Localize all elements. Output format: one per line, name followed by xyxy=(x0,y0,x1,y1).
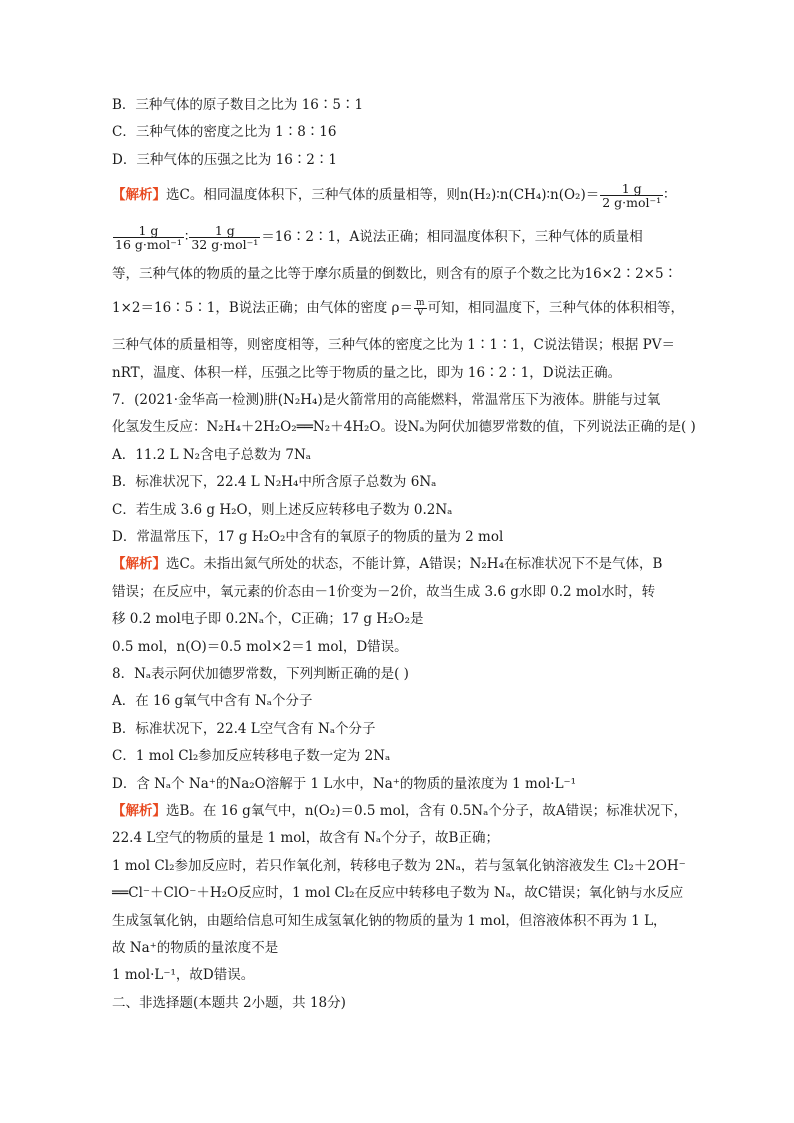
option-c-q6: C．三种气体的密度之比为 1∶8∶16 xyxy=(112,124,337,140)
analysis-q7-line-1 xyxy=(112,555,662,573)
analysis-tag: 【解析】 xyxy=(112,803,166,819)
question-8-stem: 8．Nₐ表示阿伏加德罗常数，下列判断正确的是( ) xyxy=(112,666,409,682)
analysis-q6-line-4 xyxy=(112,299,684,318)
section-heading-nonchoice: 二、非选择题(本题共 2小题，共 18分) xyxy=(112,995,346,1011)
analysis-q6-line-3: 等，三种气体的物质的量之比等于摩尔质量的倒数比，则含有的原子个数之比为16×2∶2×5∶ xyxy=(112,266,678,282)
analysis-text: 选B。在 16 g氧气中，n(O₂)＝0.5 mol，含有 0.5Nₐ个分子，故A错误；标准状况下， xyxy=(166,803,688,819)
fraction-denominator: 32 g·mol⁻¹ xyxy=(191,237,259,252)
fraction-numerator: 1 g xyxy=(600,182,663,196)
fraction-numerator: 1 g xyxy=(189,224,260,238)
analysis-q8-line-3: 1 mol Cl₂参加反应时，若只作氧化剂，转移电子数为 2Nₐ，若与氢氧化钠溶液发生 Cl₂＋2OH⁻ xyxy=(112,858,686,874)
analysis-q8-line-1 xyxy=(112,802,687,820)
fraction-3 xyxy=(189,224,260,251)
analysis-tag: 【解析】 xyxy=(112,187,166,203)
option-d-q7: D．常温常压下，17 g H₂O₂中含有的氧原子的物质的量为 2 mol xyxy=(112,529,504,545)
fraction-2 xyxy=(113,224,184,251)
fraction-denominator: 2 g·mol⁻¹ xyxy=(602,195,662,210)
option-b-q6: B．三种气体的原子数目之比为 16∶5∶1 xyxy=(112,97,364,113)
analysis-q6-line-2: $\frac{1 g}{\text{16 g·mol⁻¹}}$ ∶ $\frac{1 g}{\text{32 g·mol⁻¹}}$ ＝16∶2∶1，A说法正确；相同温度体积下，三种气体的质量相 xyxy=(115,223,643,252)
option-b-q7: B．标准状况下，22.4 L N₂H₄中所含原子总数为 6Nₐ xyxy=(112,474,437,490)
option-b-q8: B．标准状况下，22.4 L空气含有 Nₐ个分子 xyxy=(112,721,376,737)
analysis-q7-line-4: 0.5 mol，n(O)＝0.5 mol×2＝1 mol，D错误。 xyxy=(112,639,408,655)
analysis-tag: 【解析】 xyxy=(112,556,166,572)
option-a-q7: A．11.2 L N₂含电子总数为 7Nₐ xyxy=(112,447,311,463)
option-d-q6: D．三种气体的压强之比为 16∶2∶1 xyxy=(112,152,337,168)
question-7-stem-2: 化氢发生反应：N₂H₄＋2H₂O₂══N₂＋4H₂O。设Nₐ为阿伏加德罗常数的值，下列说法正确的是( ) xyxy=(112,419,696,435)
analysis-q7-line-3: 移 0.2 mol电子即 0.2Nₐ个，C正确；17 g H₂O₂是 xyxy=(112,611,424,627)
analysis-q8-line-5: 生成氢氧化钠，由题给信息可知生成氢氧化钠的物质的量为 1 mol，但溶液体积不再为 1 L， xyxy=(112,913,667,929)
analysis-q6-line-6: nRT，温度、体积一样，压强之比等于物质的量之比，即为 16∶2∶1，D说法正确。 xyxy=(112,365,622,381)
fraction-denominator: 16 g·mol⁻¹ xyxy=(115,237,182,252)
analysis-q8-line-6: 故 Na⁺的物质的量浓度不是 xyxy=(112,940,279,956)
option-c-q7: C．若生成 3.6 g H₂O，则上述反应转移电子数为 0.2Nₐ xyxy=(112,502,453,518)
analysis-q8-line-4: ══Cl⁻＋ClO⁻＋H₂O反应时，1 mol Cl₂在反应中转移电子数为 Nₐ，故C错误；氧化钠与水反应 xyxy=(112,885,684,901)
question-7-stem-1: 7．(2021·金华高一检测)肼(N₂H₄)是火箭常用的高能燃料，常温常压下为液体。肼能与过氧 xyxy=(112,392,661,408)
analysis-text: ＝16∶2∶1，A说法正确；相同温度体积下，三种气体的质量相 xyxy=(261,229,643,245)
analysis-q8-line-2: 22.4 L空气的物质的量是 1 mol，故含有 Nₐ个分子，故B正确； xyxy=(112,830,499,846)
fraction-numerator: m xyxy=(416,298,425,308)
analysis-q8-line-7: 1 mol·L⁻¹，故D错误。 xyxy=(112,967,255,983)
fraction-1 xyxy=(600,182,663,209)
option-d-q8: D．含 Nₐ个 Na⁺的Na₂O溶解于 1 L水中，Na⁺的物质的量浓度为 1 mol·L⁻¹ xyxy=(112,776,577,792)
fraction-density xyxy=(414,299,427,318)
analysis-text: 选C。相同温度体积下，三种气体的质量相等，则n(H₂)∶n(CH₄)∶n(O₂)＝ xyxy=(166,187,600,203)
analysis-text: 1×2＝16∶5∶1，B说法正确；由气体的密度 ρ＝ xyxy=(112,300,413,316)
option-c-q8: C．1 mol Cl₂参加反应转移电子数一定为 2Nₐ xyxy=(112,748,391,764)
option-a-q8: A．在 16 g氧气中含有 Nₐ个分子 xyxy=(112,693,313,709)
fraction-numerator: 1 g xyxy=(113,224,184,238)
analysis-text: 选C。未指出氮气所处的状态，不能计算，A错误；N₂H₄在标准状况下不是气体，B xyxy=(166,556,663,572)
analysis-q6-line-1: 【解析】选C。相同温度体积下，三种气体的质量相等，则n(H₂)∶n(CH₄)∶n(O₂)＝ $\frac{1 g}{\text{2 g·mol⁻¹}}$ ∶ xyxy=(112,181,668,210)
analysis-q7-line-2: 错误；在反应中，氧元素的价态由－1价变为－2价，故当生成 3.6 g水即 0.2 mol水时，转 xyxy=(112,584,656,600)
analysis-q6-line-5: 三种气体的质量相等，则密度相等，三种气体的密度之比为 1∶1∶1，C说法错误；根据 PV＝ xyxy=(112,337,676,353)
analysis-text: 可知，相同温度下，三种气体的体积相等， xyxy=(427,300,685,316)
fraction-denominator: V xyxy=(417,308,424,318)
